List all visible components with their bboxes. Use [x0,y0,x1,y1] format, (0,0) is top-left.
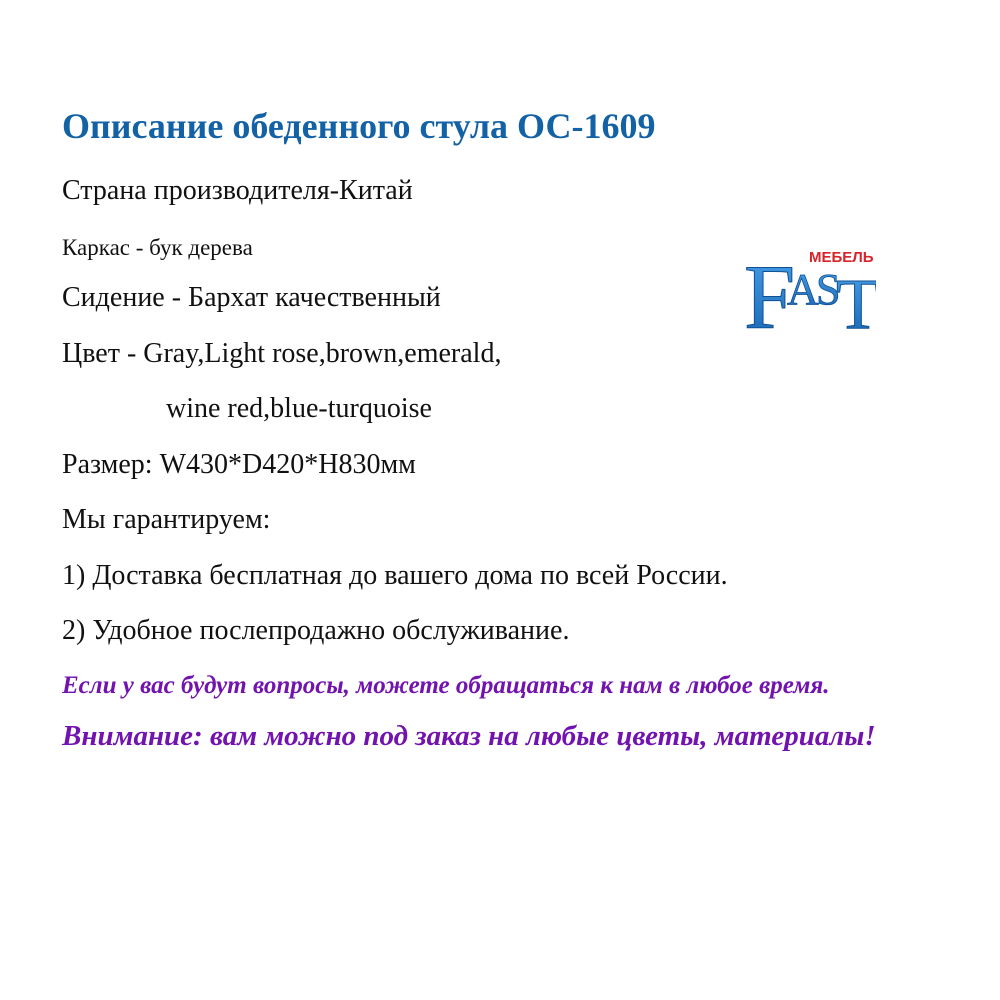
attention-note: Внимание: вам можно под заказ на любые цветы, материалы! [62,720,876,752]
size-line: Размер: W430*D420*H830мм [62,449,416,480]
logo-letter-s: S [816,265,841,314]
questions-note: Если у вас будут вопросы, можете обращаться к нам в любое время. [62,672,830,699]
page-title: Описание обеденного стула ОС-1609 [62,106,656,146]
color-line: Цвет - Gray,Light rose,brown,emerald, [62,338,502,369]
logo-letter-f: F [744,246,796,334]
guarantee-item-2: 2) Удобное послепродажно обслуживание. [62,615,570,646]
seat-line: Сидение - Бархат качественный [62,282,441,313]
country-line: Страна производителя-Китай [62,175,413,206]
guarantee-item-1: 1) Доставка бесплатная до вашего дома по всей России. [62,560,728,591]
fast-mebel-logo [742,238,876,334]
frame-line: Каркас - бук дерева [62,235,253,260]
logo-letter-a: A [787,265,819,314]
guarantee-heading: Мы гарантируем: [62,504,271,535]
color-line-continued: wine red,blue-turquoise [166,393,432,424]
logo-mebel-text: МЕБЕЛЬ [809,249,874,266]
fast-mebel-logo-graphic [742,238,876,334]
logo-letter-t: T [836,264,876,334]
